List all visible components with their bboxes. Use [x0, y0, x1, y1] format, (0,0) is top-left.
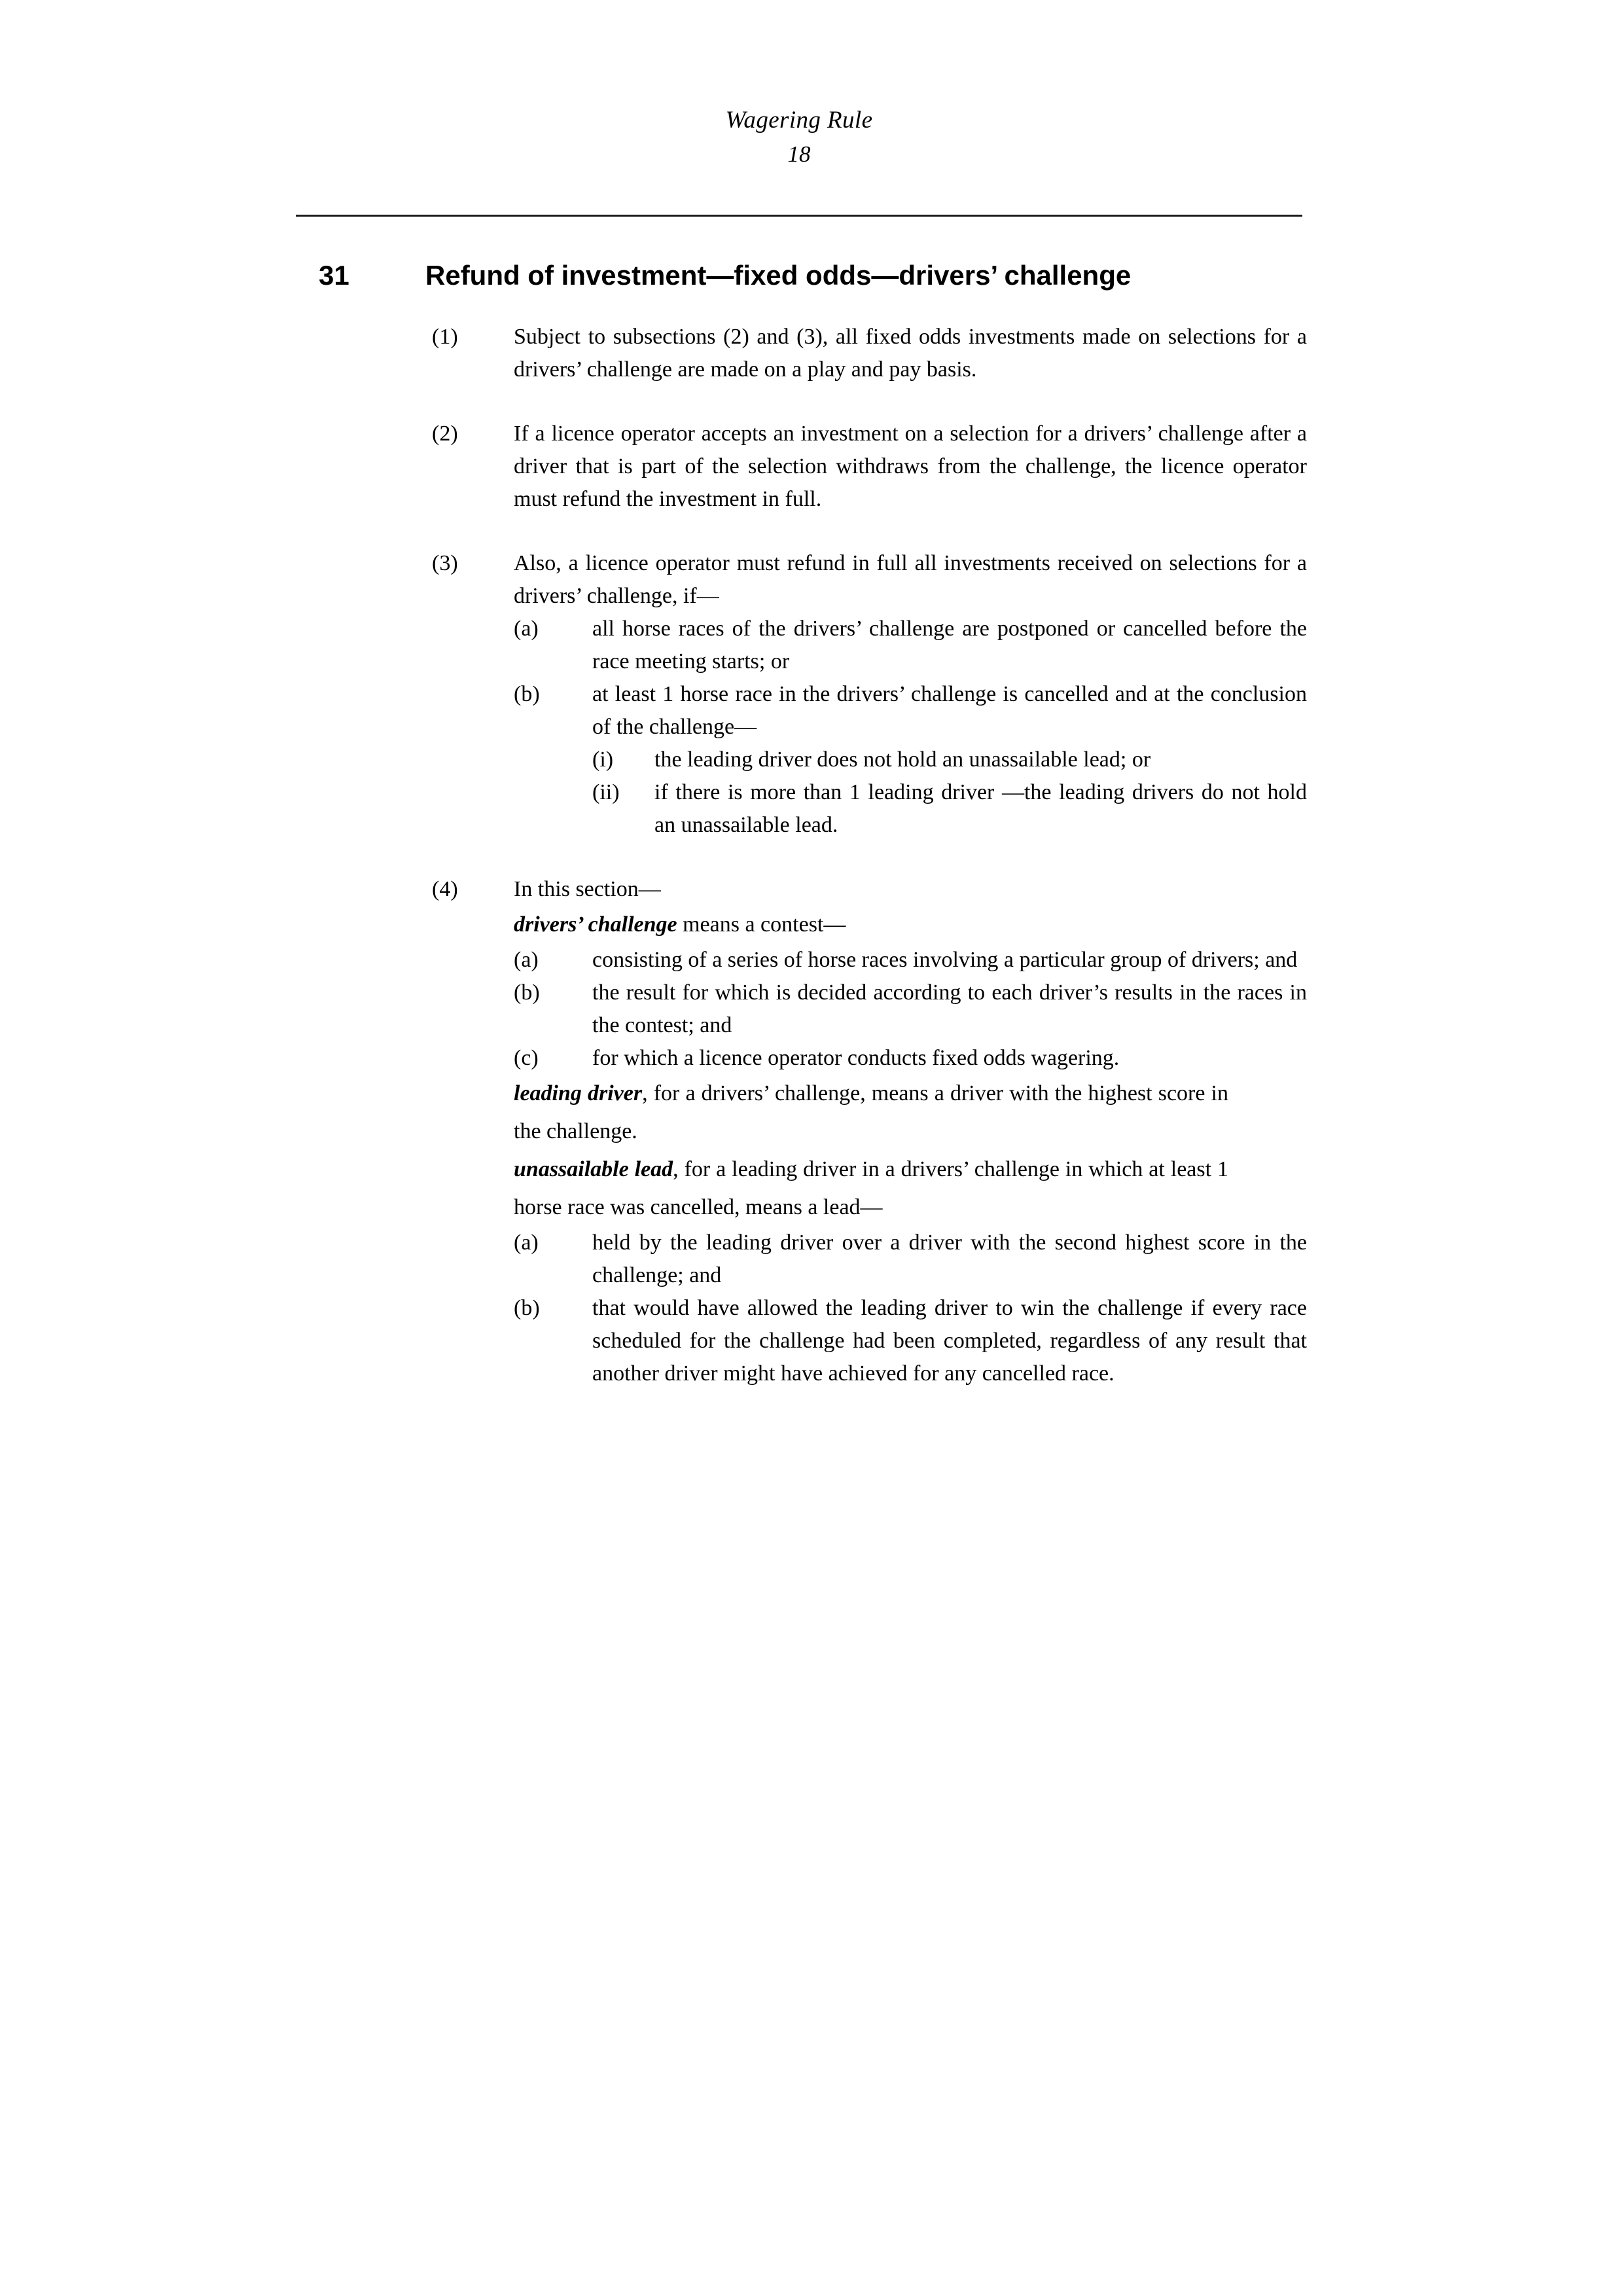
item-marker: (c) [514, 1046, 539, 1070]
unassailable-item-a [514, 1227, 1307, 1292]
subsection-3-item-a [514, 613, 1307, 678]
running-head-title: Wagering Rule [725, 107, 873, 134]
subsection-3-subitem-ii [592, 776, 1307, 842]
spacer [296, 516, 1307, 547]
definition-item-c [514, 1042, 1307, 1075]
item-marker: (a) [514, 1230, 539, 1255]
definition-drivers-challenge [514, 906, 1228, 944]
subsection-1-marker: (1) [432, 325, 458, 349]
definition-term: leading driver [514, 1081, 643, 1105]
item-text: held by the leading driver over a driver with the second highest score in the challenge; and [592, 1230, 1307, 1287]
subsection-2-text: If a licence operator accepts an investment on a selection for a drivers’ challenge after a driver that is part of the selection withdraws from the challenge, the licence operator must refund the investment in full. [514, 422, 1307, 511]
unassailable-item-b [514, 1292, 1307, 1390]
definition-leadin: means a contest— [677, 912, 846, 937]
item-marker: (b) [514, 980, 540, 1005]
definition-leading-driver [514, 1075, 1228, 1151]
subsection-4-text: In this section— [514, 877, 661, 901]
item-marker: (a) [514, 948, 539, 972]
item-text: that would have allowed the leading driver to win the challenge if every race scheduled for the challenge had been completed, regardless of any result that another driver might have achieved for any cancelled race. [592, 1296, 1307, 1386]
definition-leadin: , for a drivers’ challenge, means a driver with the highest score in the challenge. [514, 1081, 1229, 1143]
subitem-marker: (ii) [592, 780, 620, 804]
subsection-4 [432, 873, 1307, 906]
section-number: 31 [319, 260, 349, 291]
item-marker: (b) [514, 682, 540, 706]
subsection-1 [432, 321, 1307, 386]
item-text: at least 1 horse race in the drivers’ challenge is cancelled and at the conclusion of the challenge— [592, 682, 1307, 739]
page-number: 18 [787, 141, 811, 167]
item-text: the result for which is decided according to each driver’s results in the races in the contest; and [592, 980, 1307, 1037]
header-divider [296, 215, 1302, 217]
definition-term: unassailable lead [514, 1157, 673, 1181]
spacer [296, 386, 1307, 418]
subsection-4-marker: (4) [432, 877, 458, 901]
definition-unassailable-lead [514, 1151, 1228, 1227]
section-title: Refund of investment—fixed odds—drivers’ challenge [425, 260, 1132, 291]
subsection-2 [432, 418, 1307, 516]
subitem-marker: (i) [592, 747, 614, 772]
item-text: for which a licence operator conducts fixed odds wagering. [592, 1046, 1120, 1070]
subsection-3-text: Also, a licence operator must refund in full all investments received on selections for a drivers’ challenge, if— [514, 551, 1307, 608]
item-marker: (b) [514, 1296, 540, 1320]
definition-leadin: , for a leading driver in a drivers’ challenge in which at least 1 horse race was cancelled, means a lead— [514, 1157, 1228, 1219]
definition-item-b [514, 977, 1307, 1042]
spacer [296, 842, 1307, 873]
item-marker: (a) [514, 617, 539, 641]
running-head [296, 103, 1302, 171]
subsection-3-item-b [514, 678, 1307, 744]
subsection-2-marker: (2) [432, 422, 458, 446]
section-body [296, 321, 1307, 1390]
subsection-3 [432, 547, 1307, 613]
section-heading [319, 259, 1307, 292]
item-text: all horse races of the drivers’ challenge are postponed or cancelled before the race meeting starts; or [592, 617, 1307, 673]
subitem-text: if there is more than 1 leading driver —the leading drivers do not hold an unassailable lead. [654, 780, 1307, 837]
subsection-1-text: Subject to subsections (2) and (3), all fixed odds investments made on selections for a drivers’ challenge are made on a play and pay basis. [514, 325, 1307, 382]
subitem-text: the leading driver does not hold an unassailable lead; or [654, 747, 1151, 772]
definition-term: drivers’ challenge [514, 912, 677, 937]
item-text: consisting of a series of horse races involving a particular group of drivers; and [592, 948, 1298, 972]
subsection-3-subitem-i [592, 744, 1307, 776]
definition-item-a [514, 944, 1307, 977]
subsection-3-marker: (3) [432, 551, 458, 575]
